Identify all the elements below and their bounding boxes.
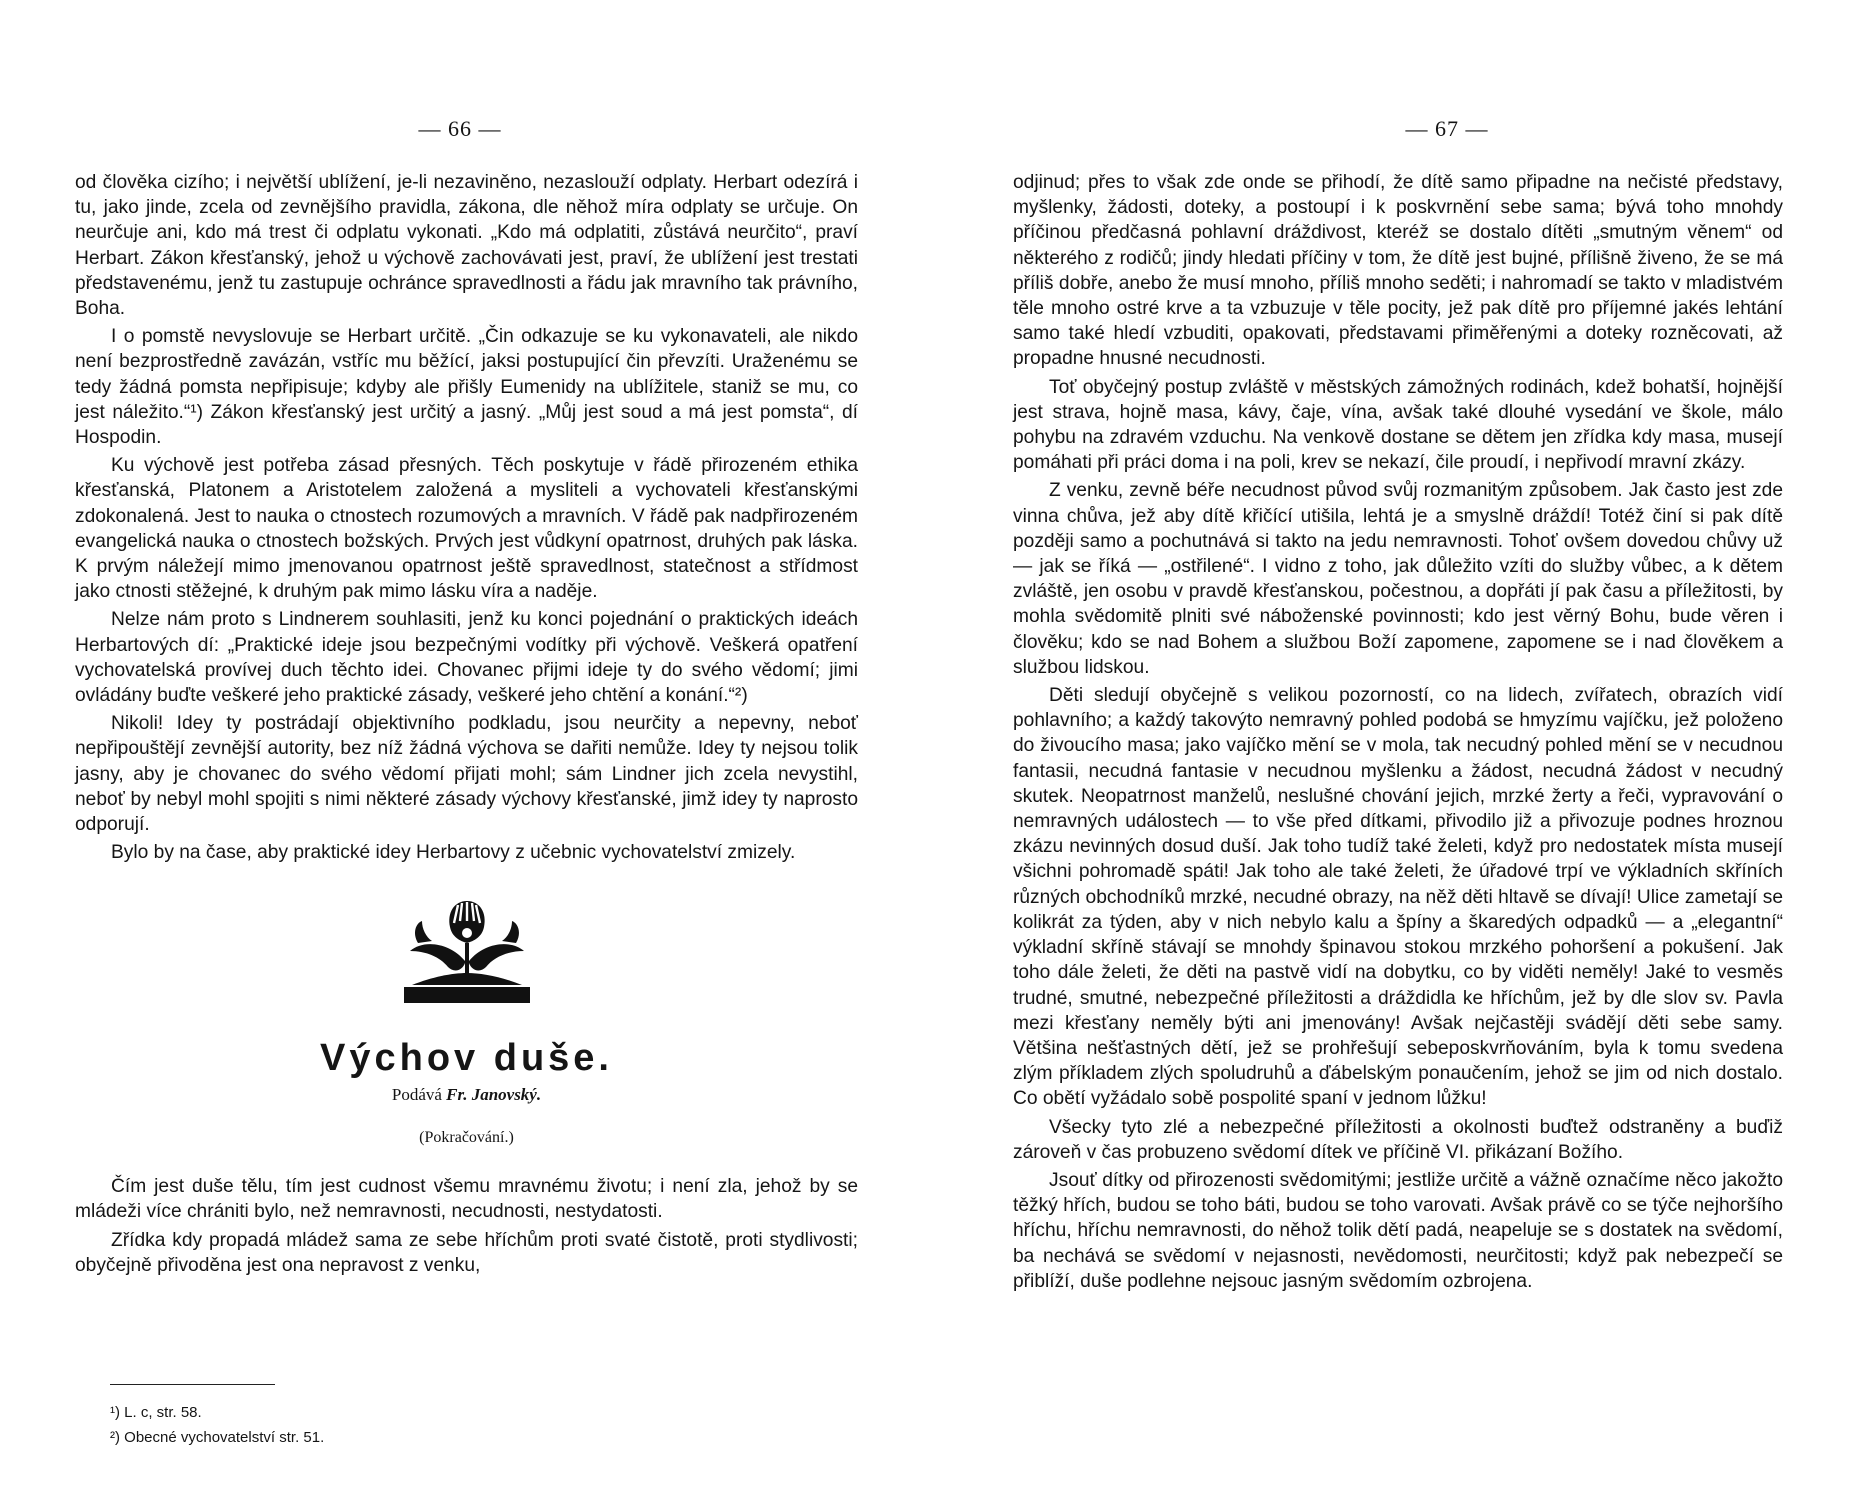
page-number: — 67 — — [1405, 116, 1489, 141]
footnote: ¹) L. c, str. 58. — [110, 1404, 202, 1421]
byline-author: Fr. Janovský. — [446, 1084, 542, 1104]
paragraph: Jsouť dítky od přirozenosti svědomitými; jestliže určitě a vážně označíme něco jakožto těžký hřích, budou se toho báti, budou se toho varovati. Avšak právě co se týče nejhoršího hříchu, hříchu nemravnosti, do něhož tolik dětí padá, neapeluje se s dostatek na svědomí, ba nechává se svědomí v nejasnosti, nevědomosti, neurčitosti; když pak nebezpečí se přiblíží, duše podlehne nejsouc jasným svědomím ozbrojena. — [1013, 1169, 1783, 1292]
footnotes — [110, 1400, 710, 1450]
article-byline — [75, 1082, 858, 1107]
paragraph: Čím jest duše tělu, tím jest cudnost všemu mravnému životu; i není zla, jehož by se mládeži více chrániti bylo, než nemravnosti, necudnosti, nestydatosti. — [75, 1176, 858, 1223]
right-page — [927, 0, 1854, 1500]
text-column — [75, 170, 858, 1281]
footnote-rule — [110, 1384, 275, 1385]
paragraph: I o pomstě nevyslovuje se Herbart určitě. „Čin odkazuje se ku vykonavateli, ale nikdo není bezprostředně zavázán, vstříc mu běžící, jaksi postupující čin převzíti. Uraženému se tedy žádná pomsta nepřipisuje; kdyby ale přišly Eumenidy na ublížitele, staniž se mu, co jest náležito.“¹) Zákon křesťanský jest určitý a jasný. „Můj jest soud a má jest pomsta“, dí Hospodin. — [75, 326, 858, 449]
paragraph: od člověka cizího; i největší ublížení, je-li nezaviněno, nezaslouží odplaty. Herbart odezírá i tu, jako jinde, zcela od zevnějšího pravidla, zákona, dle něhož míra odplaty se určuje. On neurčuje ani, kdo má trest či odplatu vykonati. „Kdo má odplatiti, zůstává neurčito“, praví Herbart. Zákon křesťanský, jehož u výchově zachovávati jest, praví, že ublížení jest trestati představenému, jenž tu zastupuje ochránce spravedlnosti a řádu jak mravního tak právního, Boha. — [75, 172, 858, 320]
paragraph: Z venku, zevně béře necudnost původ svůj rozmanitým způsobem. Jak často jest zde vinna chůva, jež aby dítě křičící utišila, lehtá je a smyslně dráždí! Totéž činí si pak dítě později samo a pochutnává si takto na jedu nemravnosti. Tohoť ovšem dovedou chůvy už — jak se říká — „ostřilené“. I vidno z toho, jak důležito vzíti do služby vůbec, a k dětem zvláště, jen osobu v pravdě křesťanskou, počestnou, a dopřáti jí pak času a příležitosti, by mohla svědomitě plniti své náboženské povinnosti; kdo jest věrný Bohu, bude věren i člověku; kdo se nad Bohem a službou Boží zapomene, zapomene se i nad člověkem a službou lidskou. — [1013, 480, 1783, 678]
paragraph: Toť obyčejný postup zvláště v městských zámožných rodinách, kdež bohatší, hojnější jest strava, hojně masa, kávy, čaje, vína, avšak také dlouhé vysedání ve škole, málo pohybu na zdravém vzduchu. Na venkově dostane se dětem jen zřídka kdy masa, musejí pomáhati při práci doma i na poli, krev se nekazí, čile proudí, i nepřivodí mravní zkázy. — [1013, 376, 1783, 474]
continuation-note: (Pokračování.) — [419, 1128, 514, 1146]
paragraph: Zřídka kdy propadá mládež sama ze sebe hříchům proti svaté čistotě, proti stydlivosti; obyčejně přivoděna jest ona nepravost z venku, — [75, 1229, 858, 1276]
paragraph: Všecky tyto zlé a nebezpečné příležitosti a okolnosti buďtež odstraněny a buďiž zároveň v čas probuzeno svědomí dítek ve příčině VI. přikázaní Božího. — [1013, 1116, 1783, 1163]
paragraph: Bylo by na čase, aby praktické idey Herbartovy z učebnic vychovatelství zmizely. — [111, 842, 796, 864]
footnote: ²) Obecné vychovatelství str. 51. — [110, 1429, 325, 1446]
paragraph: Ku výchově jest potřeba zásad přesných. Těch poskytuje v řádě přirozeném ethika křesťanská, Platonem a Aristotelem založená a mysliteli a vychovateli křesťanskými zdokonalená. Jest to nauka o ctnostech rozumových a mravních. V řádě pak nadpřirozeném evangelická nauka o ctnostech božských. Prvých jest vůdkyní opatrnost, druhých pak láska. K prvým náležejí mimo jmenovanou opatrnost ještě spravedlnost, statečnost a střídmost jako ctnosti stěžejné, k druhým pak mimo lásku víra a naděje. — [75, 455, 858, 603]
paragraph: Děti sledují obyčejně s velikou pozorností, co na lidech, zvířatech, obrazích vidí pohlavního; a každý takovýto nemravný pohled podobá se hmyzímu vajíčku, jež položeno do živoucího masa; jako vajíčko mění se v mola, tak necudný pohled mění se v necudnou fantasii, necudná fantasie v necudnou myšlenku a žádost, necudná žádost v necudný skutek. Neopatrnost manželů, neslušné chování jejich, mrzké žerty a řeči, vypravování o nemravných událostech — to vše před dítkami, přivodilo již a přivozuje podnes hroznou zkázu nevinných dosud duší. Jak toho tudíž také želeti, když pro nedostatek místa musejí všichni pohromadě spáti! Jak toho ale také želeti, že úřadové trpí ve výkladních skříních různých obchodníků mrzké, necudné obrazy, na něž děti hltavě se dívají! Ulice zametají se kolikrát za týden, aby v nich nebylo kalu a špíny a škaredých odpadků — a „elegantní“ výkladní skříně stávají se mnohdy špinavou stokou mrzkého pohoršení a pokušení. Jak toho dále želeti, že děti na pastvě vidí na dobytku, co by viděti neměly! Jaké to vesměs trudné, smutné, nebezpečné příležitosti a dráždidla ke hříchům, jež by dle slov sv. Pavla mezi křesťany neměly býti ani jmenovány! Avšak nejčastěji svádějí děti sebe samy. Většina nešťastných dětí, jež se prohřešují sebeposkvrňováním, byla k tomu svedena zlým příkladem zlých spoludruhů a ďábelským ponaučením, jehož se jim od nich dostalo. Co obětí vyžádalo sobě pospolité spaní v jednom lůžku! — [1013, 685, 1783, 1110]
paragraph: odjinud; přes to však zde onde se přihodí, že dítě samo připadne na nečisté představy, myšlenky, žádosti, doteky, a postoupí i k poskvrnění sebe sama; bývá toho mnohdy příčinou předčasná pohlavní dráždivost, kteréž se dostalo dítěti „smutným věnem“ od některého z rodičů; jindy hledati příčiny v tom, že dítě jest bujné, přílišně živeno, že se má příliš dobře, anebo že musí mnoho, příliš mnoho seděti; i nahromadí se takto v mladistvém těle mnoho ostré krve a ta vzbuzuje v těle pocity, jež pak dítě pro příjemné jakés lehtání samo také hledí vzbuditi, opakovati, představami přiměřenými a doteky rozněcovati, až propadne hnusné necudnosti. — [1013, 172, 1783, 370]
article-title: Výchov duše. — [320, 1037, 613, 1080]
paragraph: Nikoli! Idey ty postrádají objektivního podkladu, jsou neurčity a nepevny, neboť nepřipouštějí zevnější autority, bez níž žádná výchova se dařiti nemůže. Idey ty nejsou tolik jasny, aby je chovanec do svého vědomí přijati mohl; sám Lindner jich zcela nevystihl, neboť by nebyl mohl spojiti s nimi některé zásady výchovy křesťanské, jimž idey ty naprosto odporují. — [75, 713, 858, 836]
page-number: — 66 — — [418, 116, 502, 141]
floral-ornament-icon — [392, 893, 542, 1008]
text-column — [1013, 170, 1783, 1297]
byline-prefix: Podává — [391, 1084, 442, 1104]
paragraph: Nelze nám proto s Lindnerem souhlasiti, jenž ku konci pojednání o praktických ideách Herbartových dí: „Praktické ideje jsou bezpečnými vodítky při výchově. Veškerá opatření vychovatelská provívej duch těchto idei. Chovanec přijmi ideje ty do svého vědomí; jimi ovládány buďte veškeré jeho praktické zásady, veškeré jeho chtění a konání.“²) — [75, 609, 858, 707]
